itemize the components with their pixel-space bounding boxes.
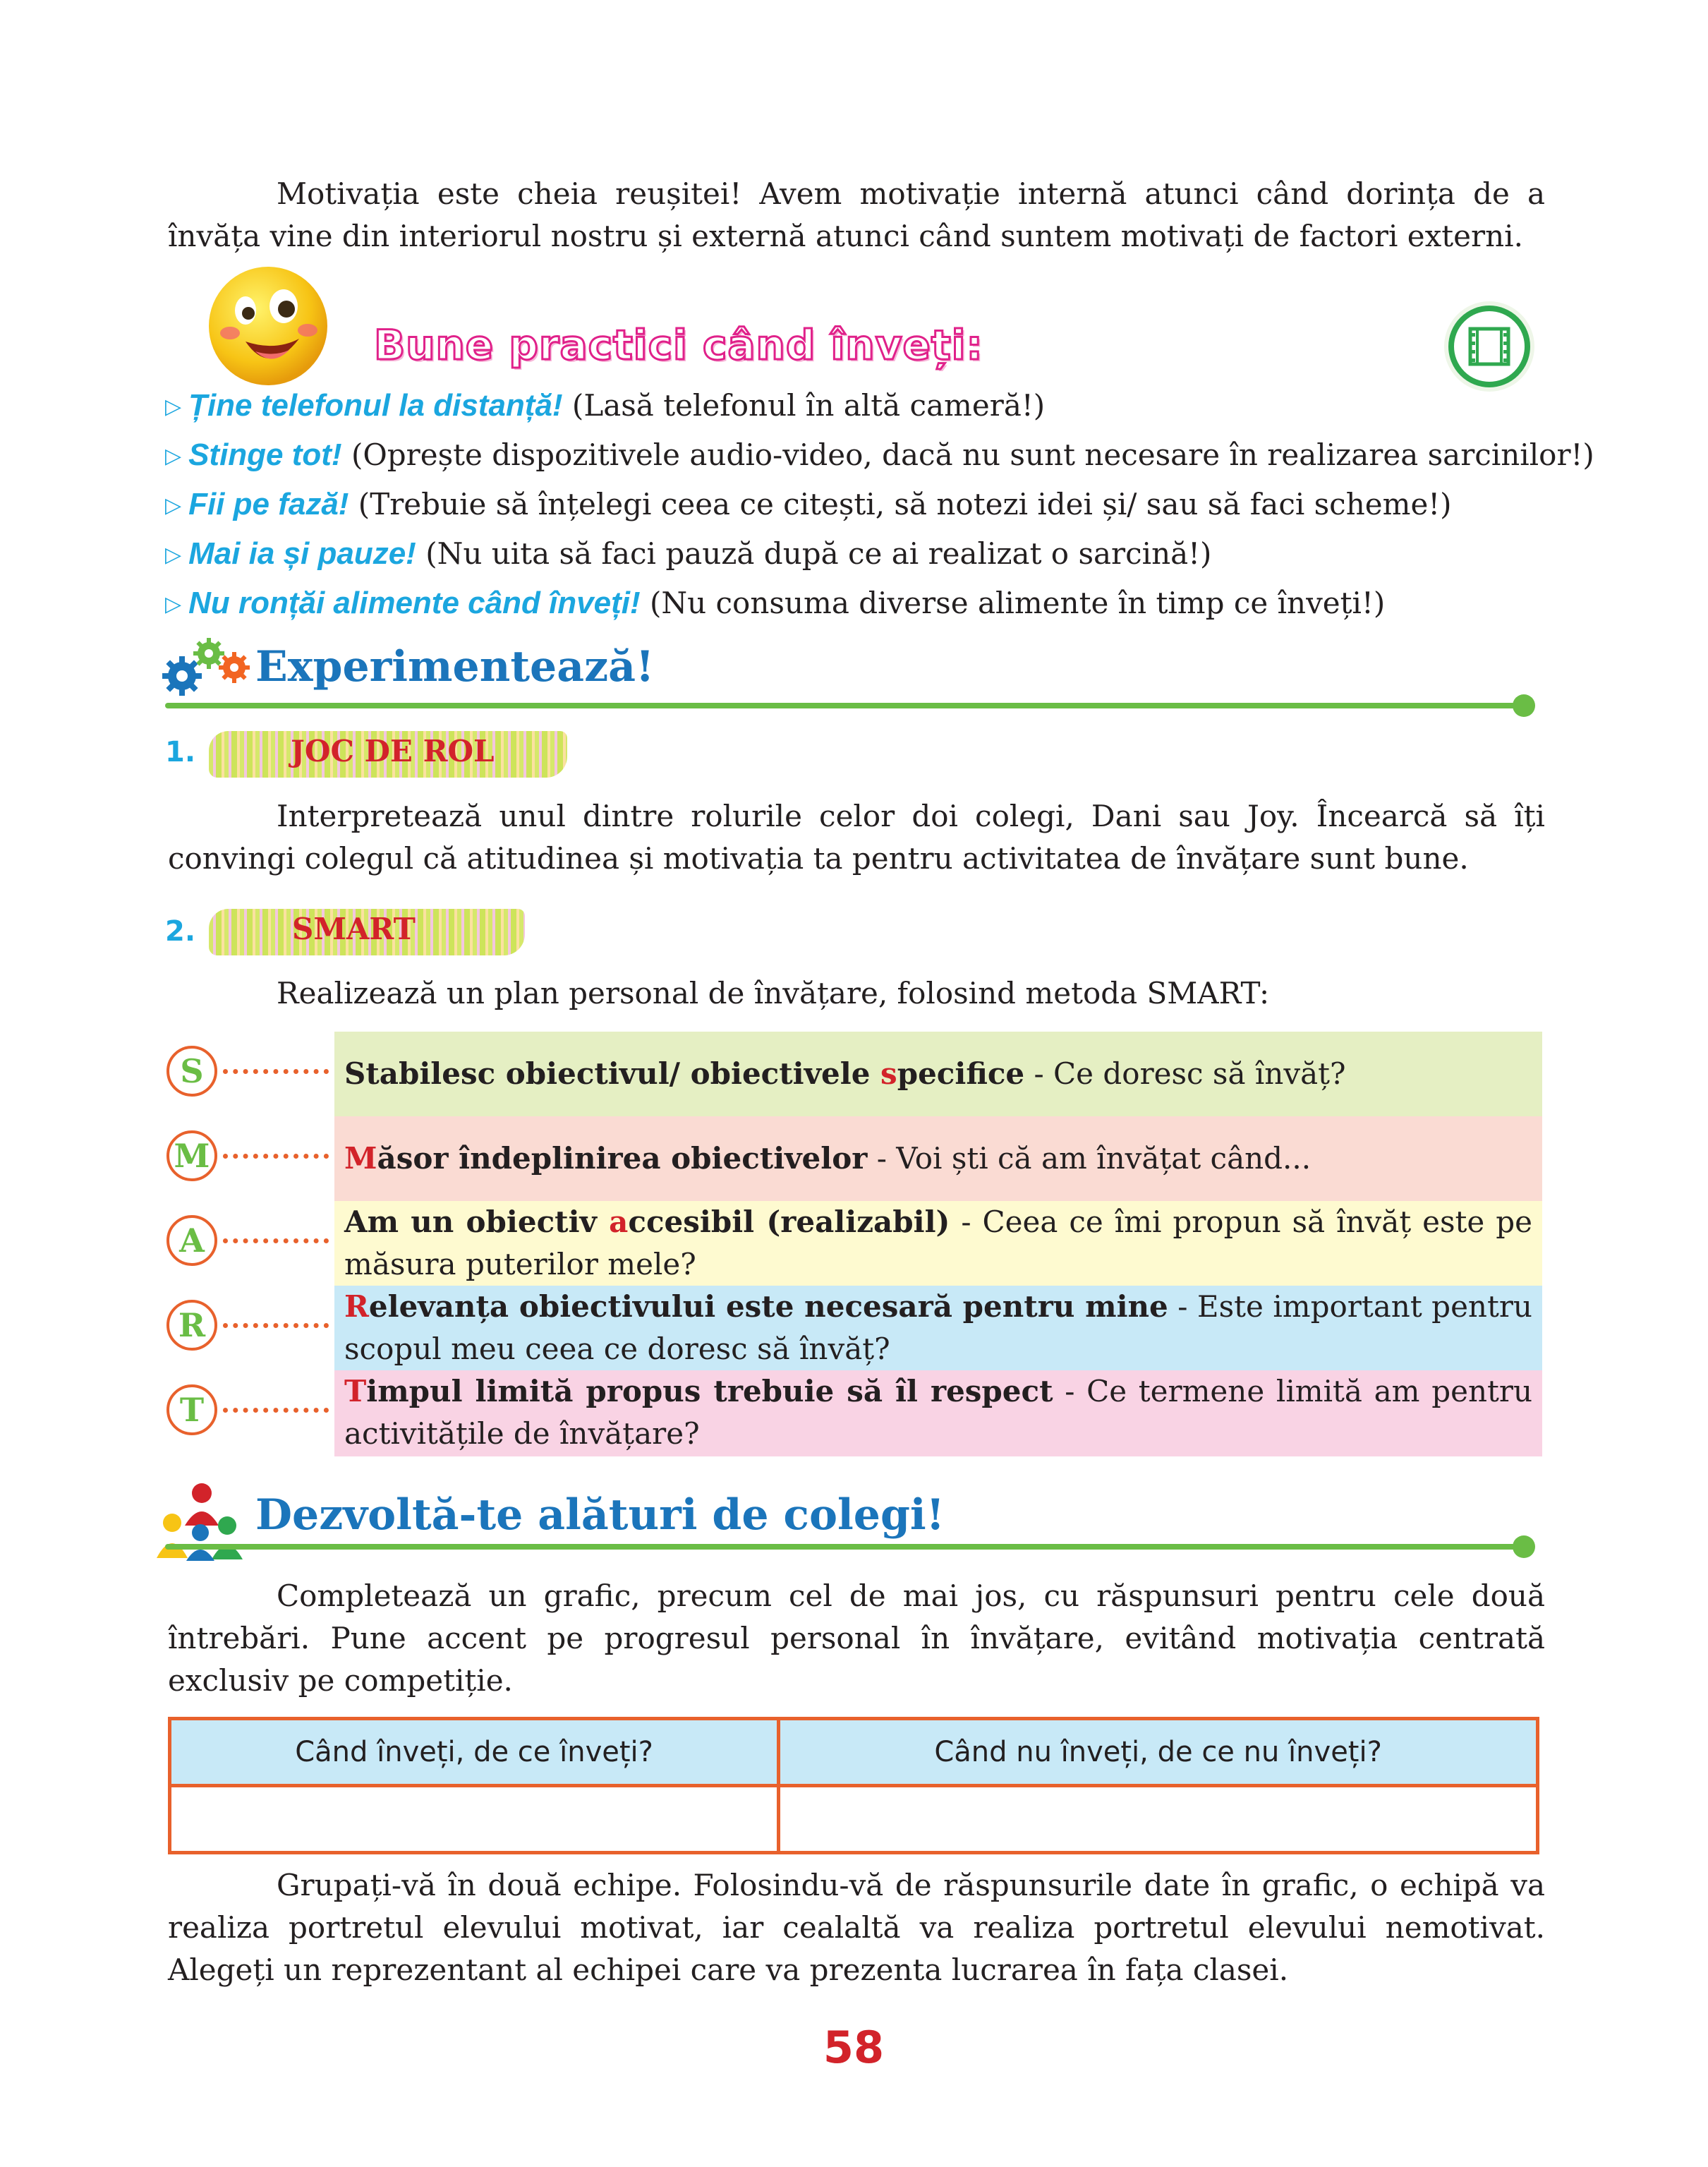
arrow-right-icon: ▷ [165,444,182,469]
develop-heading: Dezvoltă-te alături de colegi! [255,1490,945,1540]
section-divider [165,1544,1528,1550]
answer-cell[interactable] [170,1786,779,1853]
arrow-right-icon: ▷ [165,543,182,567]
dotted-connector [223,1323,329,1328]
dotted-connector [223,1154,329,1159]
smart-letter-m: M [166,1130,217,1181]
table-header: Când înveți, de ce înveți? [170,1719,779,1786]
smart-letter-s: S [166,1046,217,1097]
smart-row-r: Relevanța obiectivului este necesară pentru mine - Este important pentru scopul meu ceea ce doresc să învăț? [334,1286,1542,1370]
practice-tip: ▷ Ține telefonul la distanță! (Lasă telefonul în altă cameră!) [165,385,1045,428]
arrow-right-icon: ▷ [165,493,182,518]
page-number: 58 [823,2022,885,2073]
task-tag: SMART [292,912,416,946]
section-divider [165,703,1528,708]
task-text: Interpretează unul dintre rolurile celor doi colegi, Dani sau Joy. Încearcă să îți convingi colegul că atitudinea și motivația ta pentru activitatea de învățare sunt bune. [168,799,1545,876]
arrow-right-icon: ▷ [165,394,182,419]
answers-table [168,1717,1539,1854]
section-divider-dot [1513,1535,1535,1558]
smart-row-a: Am un obiectiv accesibil (realizabil) - Ceea ce îmi propun să învăț este pe măsura puterilor mele? [334,1201,1542,1286]
closing-paragraph: Grupați-vă în două echipe. Folosindu-vă de răspunsurile date în grafic, o echipă va realiza portretul elevului motivat, iar cealaltă va realiza portretul elevului nemotivat. Alegeți un reprezentant al echipei care va prezenta lucrarea în fața clasei. [168,1868,1545,1987]
develop-text: Completează un grafic, precum cel de mai jos, cu răspunsuri pentru cele două întrebări. Pune accent pe progresul personal în învățare, evitând motivația centrată exclusiv pe competiție. [168,1579,1545,1698]
smart-row-m: Măsor îndeplinirea obiectivelor - Voi ști că am învățat când... [334,1116,1542,1201]
practice-tip: ▷ Nu ronțăi alimente când înveți! (Nu consuma diverse alimente în timp ce înveți!) [165,582,1385,626]
practice-tip: ▷ Stinge tot! (Oprește dispozitivele audio-video, dacă nu sunt necesare în realizarea sarcinilor!) [165,434,1594,478]
video-film-icon[interactable] [1442,299,1537,394]
gears-icon [161,635,253,699]
intro-paragraph: Motivația este cheia reușitei! Avem motivație internă atunci când dorința de a învăța vine din interiorul nostru și externă atunci când suntem motivați de factori externi. [168,176,1545,253]
dotted-connector [223,1238,329,1243]
practice-tip: ▷ Mai ia și pauze! (Nu uita să faci pauză după ce ai realizat o sarcină!) [165,533,1211,577]
dotted-connector [223,1069,329,1074]
task-tag: JOC DE ROL [291,734,495,768]
experiment-heading: Experimentează! [255,642,655,692]
task-text: Realizează un plan personal de învățare, folosind metoda SMART: [277,976,1270,1010]
task-number: 2. [165,915,196,948]
section-divider-dot [1513,694,1535,717]
task-number: 1. [165,736,196,768]
dotted-connector [223,1408,329,1413]
arrow-right-icon: ▷ [165,592,182,617]
smart-row-t: Timpul limită propus trebuie să îl respect - Ce termene limită am pentru activitățile de învățare? [334,1370,1542,1456]
smart-letter-t: T [166,1384,217,1435]
practice-tip: ▷ Fii pe fază! (Trebuie să înțelegi ceea ce citești, să notezi idei și/ sau să faci scheme!) [165,483,1452,527]
smart-row-s: Stabilesc obiectivul/ obiectivele specifice - Ce doresc să învăț? [334,1032,1542,1116]
smart-letter-a: A [166,1215,217,1266]
answer-cell[interactable] [779,1786,1538,1853]
smiley-face-icon [205,262,332,390]
table-header: Când nu înveți, de ce nu înveți? [779,1719,1538,1786]
practices-title: Bune practici când înveți: [374,321,983,369]
smart-letter-r: R [166,1300,217,1351]
